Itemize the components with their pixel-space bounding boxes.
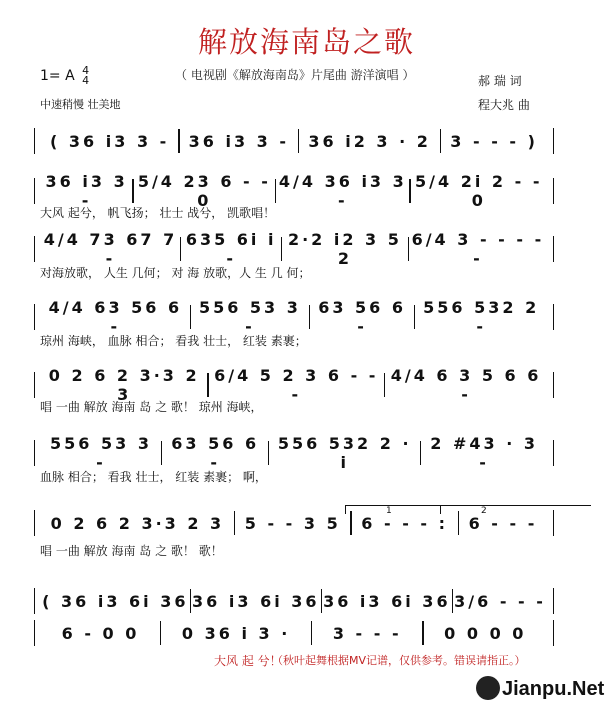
measure: 0 36 i 3 · xyxy=(181,623,291,643)
composer-credit: 程大兆 曲 xyxy=(478,98,530,112)
measure: 2·2 i2 3 5 2 xyxy=(287,230,402,268)
measure: 4/4 36 i3 3 - xyxy=(278,172,407,210)
measure: 0 2 6 2 3·3 2 3 xyxy=(48,366,200,404)
score-row xyxy=(34,434,554,472)
measure: 63 56 6 - xyxy=(318,298,406,336)
measure: 556 53 3 - xyxy=(50,434,152,472)
subtitle: （ 电视剧《解放海南岛》片尾曲 游洋演唱 ） xyxy=(175,68,415,82)
measure: 36 i3 6i 36 xyxy=(323,591,451,611)
measure: 36 i3 3 - xyxy=(188,131,290,151)
measure: 36 i3 3 - xyxy=(45,172,128,210)
measure: 556 532 2 - xyxy=(423,298,540,336)
measure: 3/6 - - - xyxy=(454,591,546,611)
final-lyric: 大风 起 兮！ xyxy=(214,654,282,668)
lyric-line: 对海放歌， 人生 几何； 对 海 放歌，人 生 几 何； xyxy=(40,266,311,280)
measure: 635 6i i - xyxy=(185,230,277,268)
measure: 0 2 6 2 3·3 2 3 xyxy=(50,513,225,533)
measure: 556 53 3 - xyxy=(198,298,301,336)
measure: 5/4 2i 2 - - 0 xyxy=(415,172,543,210)
lyric-line: 唱 一曲 解放 海南 岛 之 歌！ 琼州 海峡， xyxy=(40,400,263,414)
watermark: Jianpu.Net xyxy=(502,678,605,700)
measure: 3 - - - xyxy=(332,623,402,643)
measure: ( 36 i3 3 - xyxy=(50,131,170,151)
measure: 4/4 63 56 6 - xyxy=(48,298,183,336)
tempo-marking: 中速稍慢 壮美地 xyxy=(40,98,121,111)
measure: ( 36 i3 6i 36 xyxy=(42,591,189,611)
lyric-line: 大风 起兮， 帆飞扬； 壮士 战兮， 凯歌唱！ xyxy=(40,206,276,220)
measure: 556 532 2 · i xyxy=(277,434,412,472)
measure: 36 i3 6i 36 xyxy=(192,591,320,611)
time-signature-bottom: 4 xyxy=(82,74,90,87)
measure: 6 - - - : xyxy=(361,513,449,533)
transcription-note: （秋叶起舞根据MV记谱，仅供参考。错误请指正。） xyxy=(272,654,526,667)
measure: 5/4 23 6 - - 0 xyxy=(137,172,271,210)
measure: 4/4 6 3 5 6 6 - xyxy=(390,366,542,404)
lyric-line: 唱 一曲 解放 海南 岛 之 歌！ 歌！ xyxy=(40,544,223,558)
lyricist-credit: 郝 瑞 词 xyxy=(478,74,522,88)
time-signature-top: 4 xyxy=(82,64,90,77)
measure: 0 0 0 0 xyxy=(444,623,527,643)
measure: 6/4 3 - - - - - xyxy=(411,230,545,268)
measure: 6 - - - xyxy=(468,513,538,533)
score-row xyxy=(34,230,554,268)
volta-2-label: 2 xyxy=(481,506,487,516)
time-signature xyxy=(82,66,89,86)
score-row xyxy=(34,620,554,646)
key-signature xyxy=(40,66,89,86)
score-row xyxy=(34,366,554,404)
measure: 36 i2 3 · 2 xyxy=(308,131,431,151)
page-title: 解放海南岛之歌 xyxy=(197,25,415,59)
volta-1-label: 1 xyxy=(386,506,392,516)
volta-2 xyxy=(440,505,591,514)
measure: 5 - - 3 5 xyxy=(244,513,341,533)
score-row xyxy=(34,128,554,154)
measure: 6 - 0 0 xyxy=(61,623,140,643)
lyric-line: 血脉 相合； 看我 壮士， 红装 素裹； 啊， xyxy=(40,470,267,484)
score-row xyxy=(34,172,554,210)
jianpu-logo-icon xyxy=(476,676,500,700)
score-row xyxy=(34,298,554,336)
score-row xyxy=(34,588,554,614)
measure: 6/4 5 2 3 6 - - - xyxy=(214,366,379,404)
lyric-line: 琼州 海峡， 血脉 相合； 看我 壮士， 红装 素裹； xyxy=(40,334,307,348)
key-label: 1= A xyxy=(40,68,75,84)
measure: 4/4 73 67 7 - xyxy=(43,230,178,268)
measure: 3 - - - ) xyxy=(450,131,538,151)
measure: 63 56 6 - xyxy=(171,434,260,472)
measure: 2 #43 · 3 - xyxy=(430,434,538,472)
